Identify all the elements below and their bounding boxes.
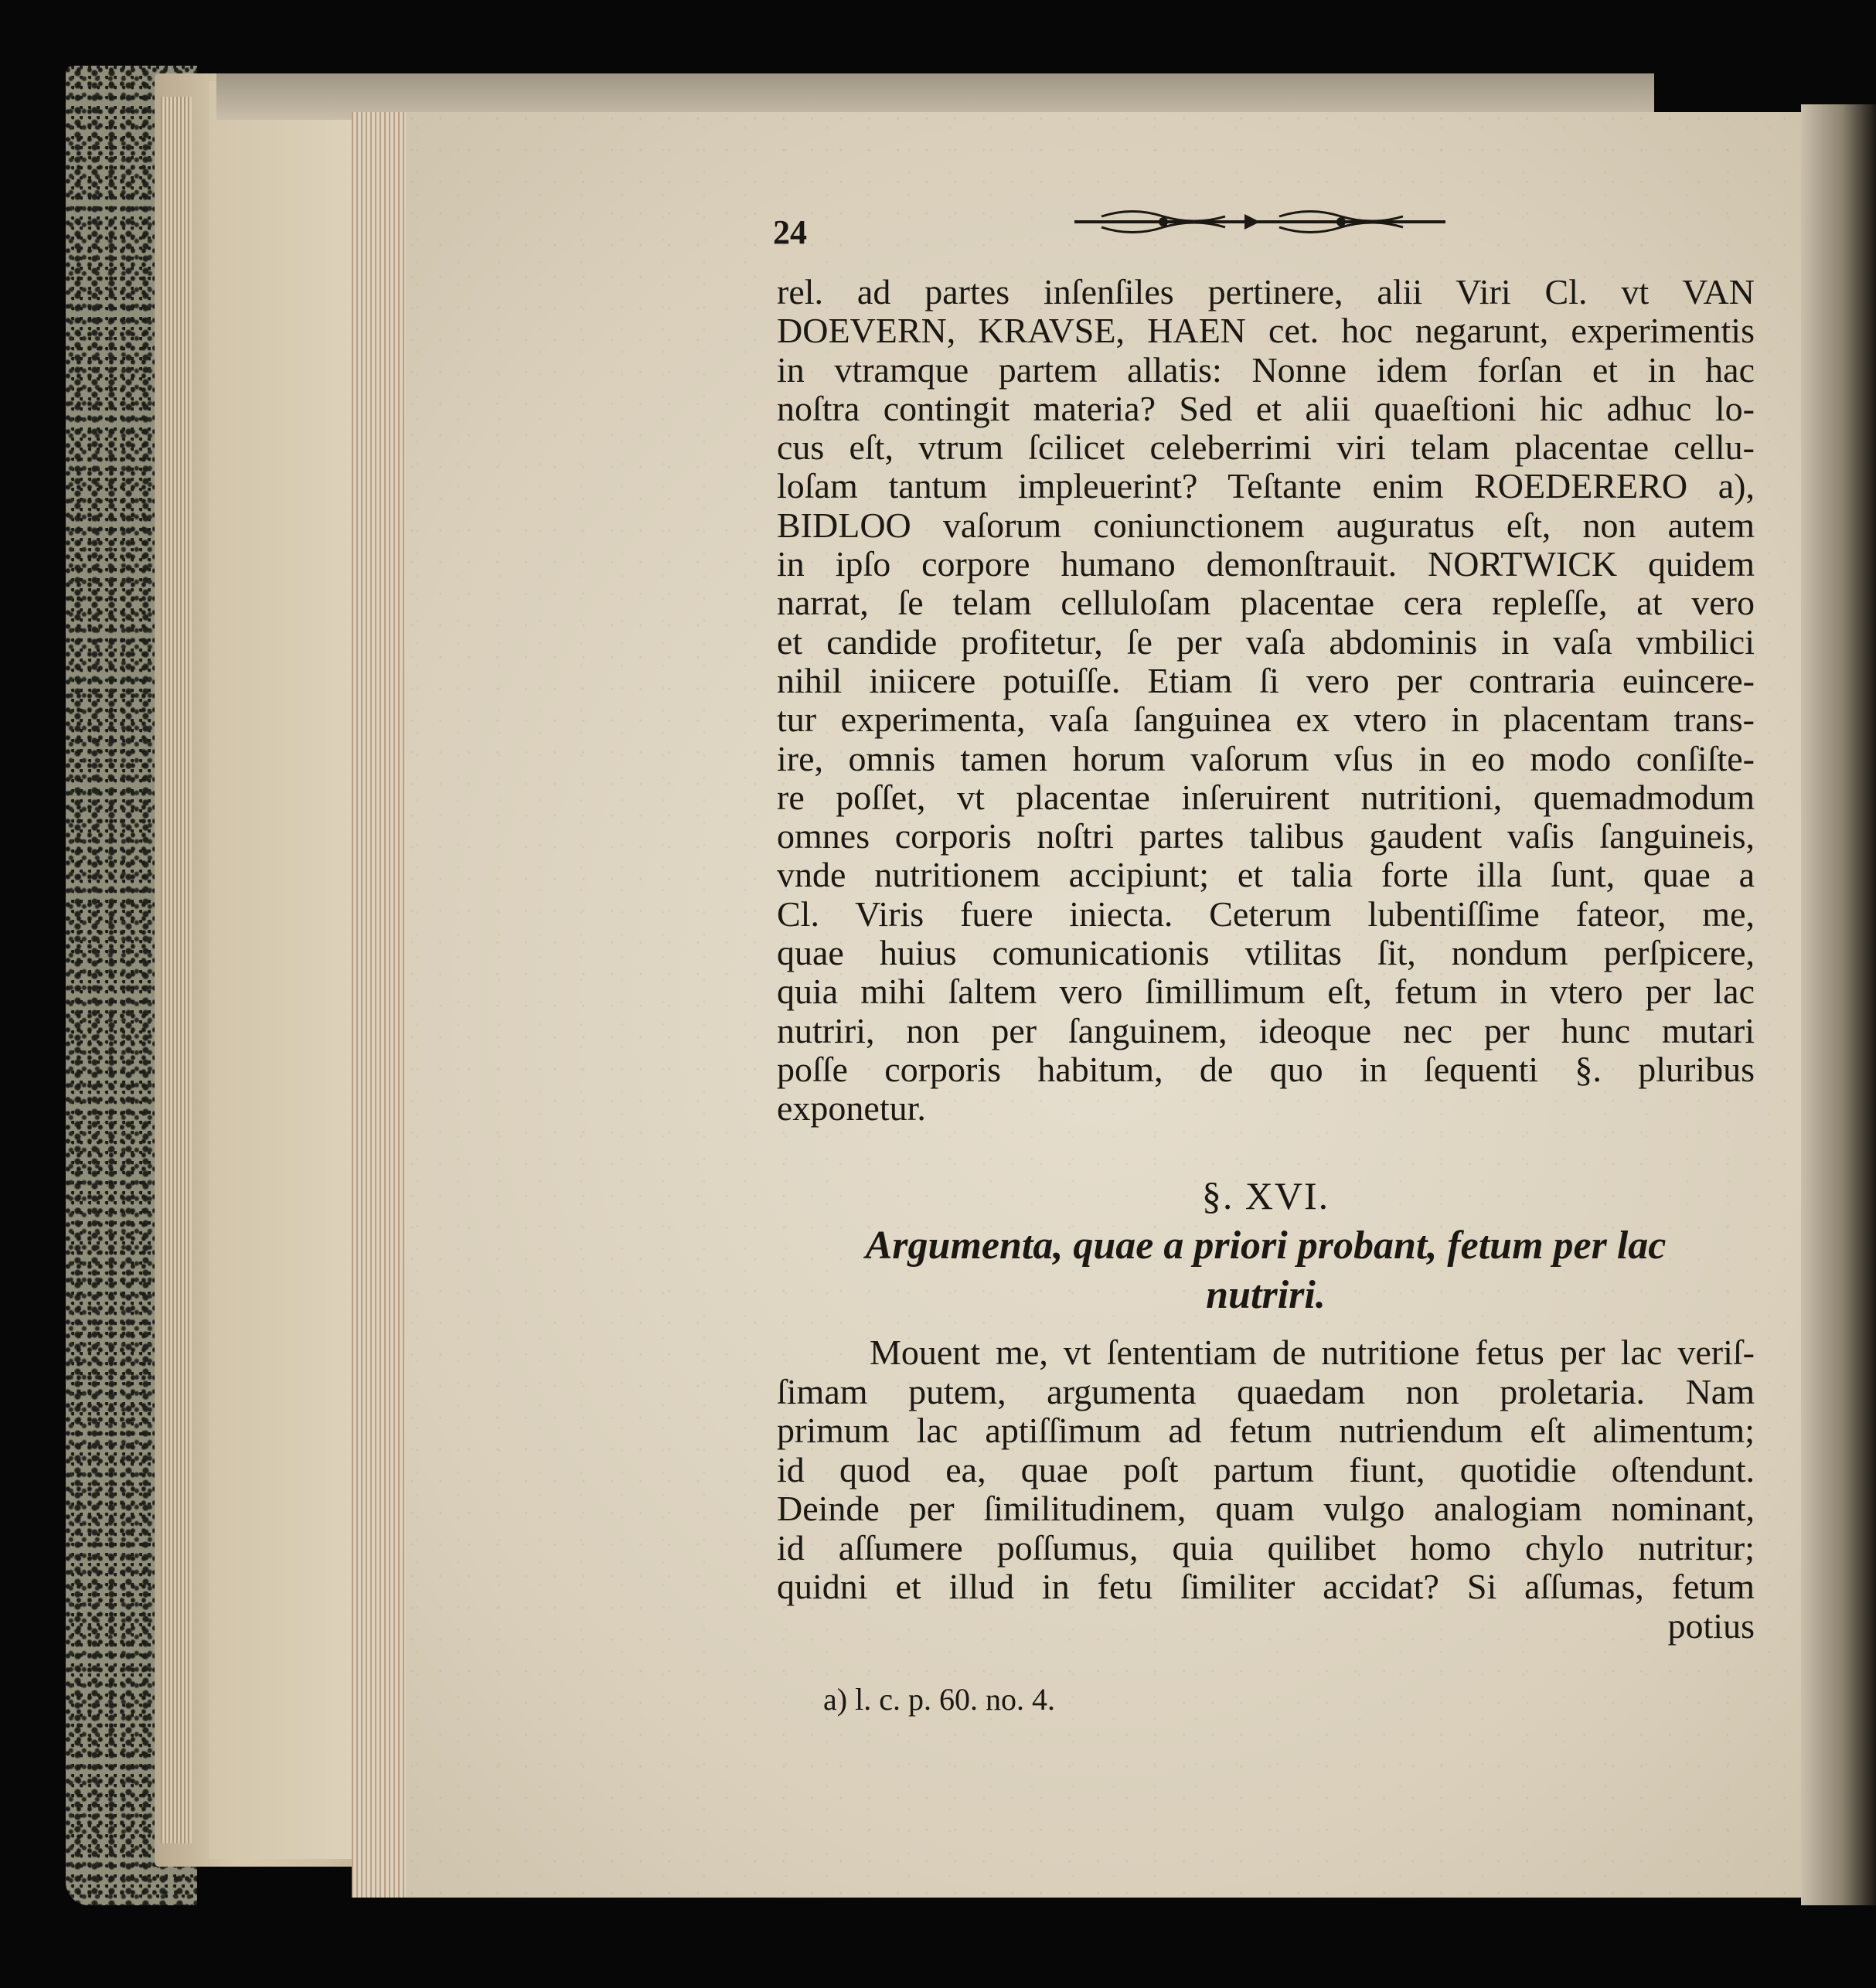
body-line: cus eſt, vtrum ſcilicet celeberrimi viri telam placentae cellu- xyxy=(777,427,1755,468)
body-line: nihil iniicere potuiſſe. Etiam ſi vero per contraria euincere- xyxy=(777,660,1755,700)
body-line: narrat, ſe telam celluloſam placentae cera repleſſe, at vero xyxy=(777,583,1755,623)
body-line: quae huius comunicationis vtilitas ſit, nondum perſpicere, xyxy=(777,933,1755,973)
body-line: noſtra contingit materia? Sed et alii quaeſtioni hic adhuc lo- xyxy=(777,388,1755,428)
body-line: re poſſet, vt placentae inſeruirent nutritioni, quemadmodum xyxy=(777,777,1755,817)
header-ornament-icon xyxy=(1071,203,1449,241)
catchword: potius xyxy=(1667,1605,1755,1646)
body-line: in vtramque partem allatis: Nonne idem forſan et in hac xyxy=(777,349,1755,390)
body-line: BIDLOO vaſorum coniunctionem auguratus eſt, non autem xyxy=(777,505,1755,545)
section-title-line: Argumenta, quae a priori probant, fetum per lac xyxy=(865,1224,1667,1268)
page-edge-strip xyxy=(352,112,406,1898)
section-title-line: nutriri. xyxy=(1206,1273,1326,1317)
gutter-shadow xyxy=(1801,104,1876,1905)
section-line: id aſſumere poſſumus, quia quilibet homo chylo nutritur; xyxy=(777,1527,1755,1568)
section-body xyxy=(777,1333,1755,1646)
section-line: quidni et illud in fetu ſimiliter accidat? Si aſſumas, fetum xyxy=(777,1567,1755,1606)
page-number: 24 xyxy=(773,213,807,251)
body-line: nutriri, non per ſanguinem, ideoque nec per hunc mutari xyxy=(777,1010,1755,1050)
section-line: primum lac aptiſſimum ad fetum nutriendum eſt alimentum; xyxy=(777,1411,1755,1450)
body-line: omnes corporis noſtri partes talibus gaudent vaſis ſanguineis, xyxy=(777,816,1755,856)
body-line: rel. ad partes inſenſiles pertinere, alii Viri Cl. vt VAN xyxy=(777,272,1755,311)
section-line: ſimam putem, argumenta quaedam non proletaria. Nam xyxy=(777,1371,1755,1411)
body-line: quia mihi ſaltem vero ſimillimum eſt, fetum in vtero per lac xyxy=(777,972,1755,1012)
body-line: et candide profitetur, ſe per vaſa abdominis in vaſa vmbilici xyxy=(777,621,1755,662)
body-line: poſſe corporis habitum, de quo in ſequenti §. pluribus xyxy=(777,1049,1755,1089)
section-line: Deinde per ſimilitudinem, quam vulgo analogiam nominant, xyxy=(777,1489,1755,1528)
section-line: Mouent me, vt ſententiam de nutritione fetus per lac veriſ- xyxy=(870,1333,1755,1372)
body-line: loſam tantum impleuerint? Teſtante enim ROEDERERO a), xyxy=(777,466,1755,506)
footnote: a) l. c. p. 60. no. 4. xyxy=(823,1682,1055,1717)
section-number: §. XVI. xyxy=(1201,1174,1330,1217)
body-text xyxy=(777,273,1755,1128)
body-line: in ipſo corpore humano demonſtrauit. NORTWICK quidem xyxy=(777,544,1755,584)
section-title xyxy=(777,1221,1755,1320)
body-line: Cl. Viris fuere iniecta. Ceterum lubentiſſime fateor, me, xyxy=(777,894,1755,934)
section-line: id quod ea, quae poſt partum fiunt, quotidie oſtendunt. xyxy=(777,1449,1755,1489)
body-line: exponetur. xyxy=(777,1088,926,1128)
body-line: vnde nutritionem accipiunt; et talia forte illa ſunt, quae a xyxy=(777,855,1755,895)
body-line: tur experimenta, vaſa ſanguinea ex vtero in placentam trans- xyxy=(777,700,1755,740)
body-line: ire, omnis tamen horum vaſorum vſus in eo modo conſiſte- xyxy=(777,738,1755,778)
body-line: DOEVERN, KRAVSE, HAEN cet. hoc negarunt, experimentis xyxy=(777,311,1755,351)
